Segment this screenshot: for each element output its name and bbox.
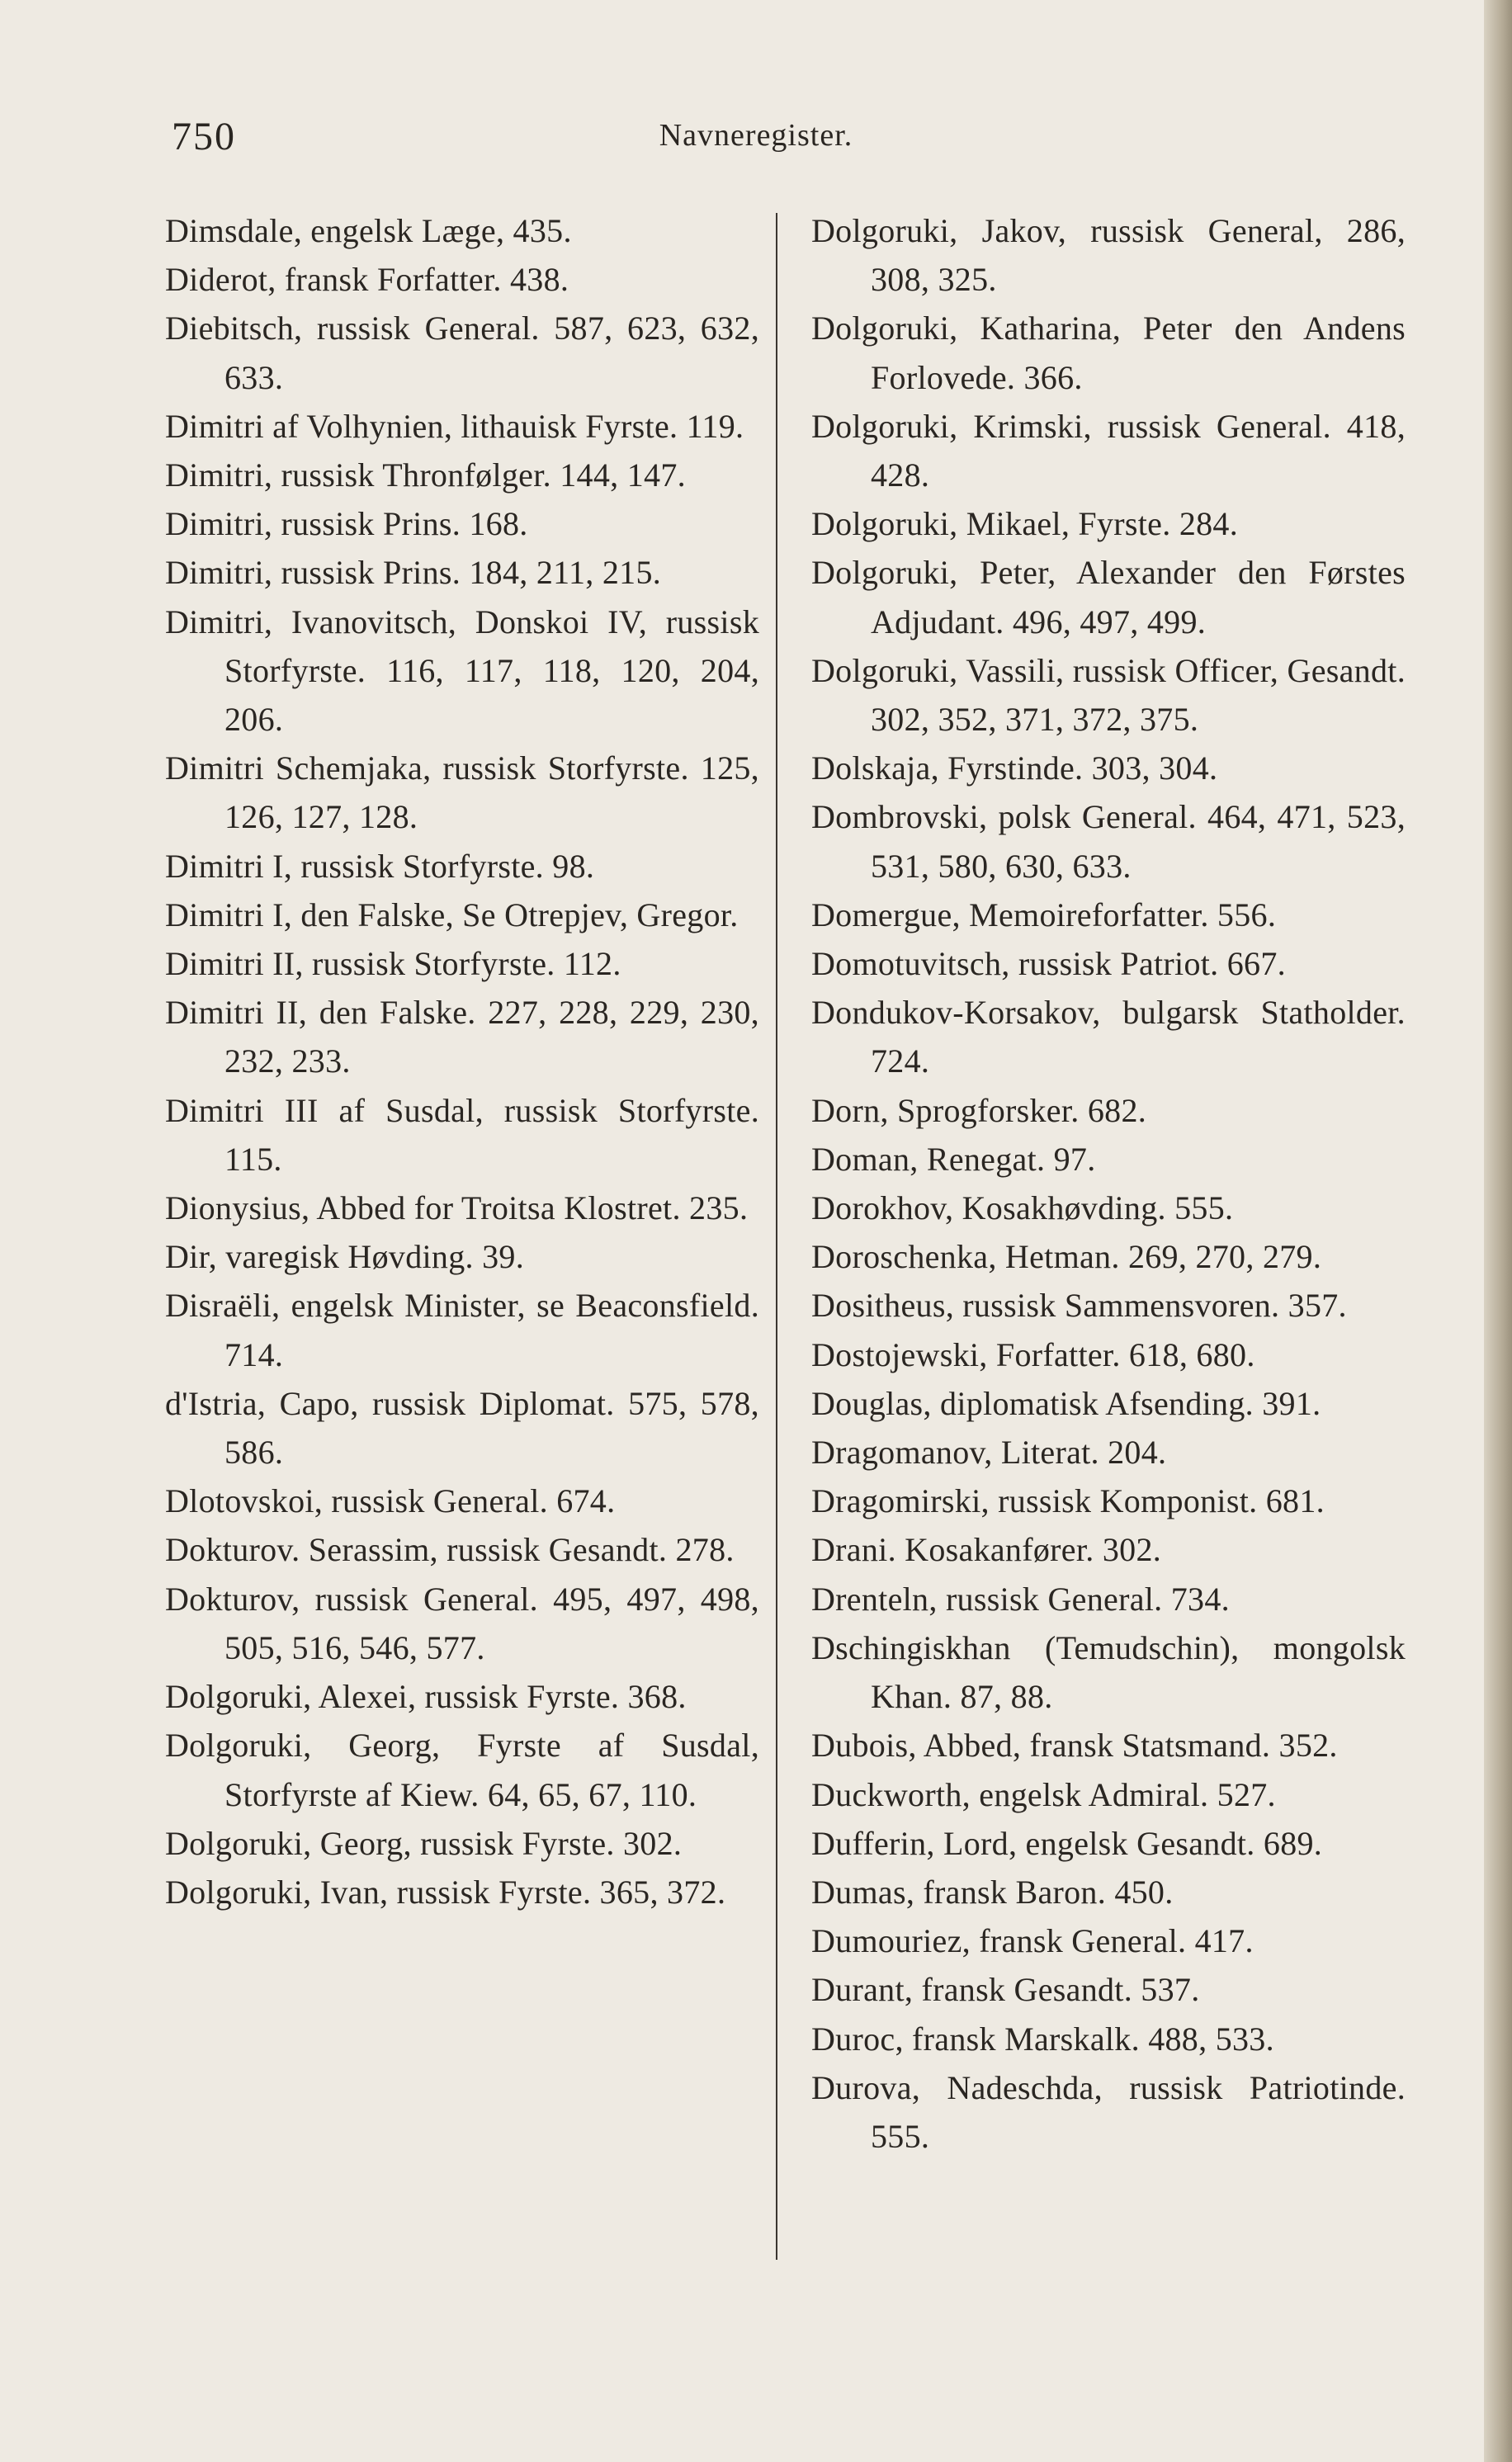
column-divider <box>776 213 777 2260</box>
index-entry: Dolgoruki, Katharina, Peter den Andens Forlovede. 366. <box>811 310 1406 396</box>
index-entry: Dorn, Sprogforsker. 682. <box>811 1091 1147 1129</box>
left-column <box>165 206 759 1916</box>
index-entry: Dimsdale, engelsk Læge, 435. <box>165 212 572 249</box>
index-entry: Dostojewski, Forfatter. 618, 680. <box>811 1335 1255 1373</box>
index-entry: Durova, Nadeschda, russisk Patriotinde. 555. <box>811 2068 1406 2155</box>
index-entry: Doman, Renegat. 97. <box>811 1140 1096 1178</box>
index-entry: Dolskaja, Fyrstinde. 303, 304. <box>811 749 1218 787</box>
index-entry: Dolgoruki, Georg, Fyrste af Susdal, Storfyrste af Kiew. 64, 65, 67, 110. <box>165 1727 759 1813</box>
index-entry: Dimitri I, den Falske, Se Otrepjev, Gregor. <box>165 895 739 933</box>
index-entry: Dolgoruki, Ivan, russisk Fyrste. 365, 372. <box>165 1873 726 1911</box>
index-entry: Dumouriez, fransk General. 417. <box>811 1922 1254 1960</box>
index-entry: Durant, fransk Gesandt. 537. <box>811 1971 1200 2009</box>
index-entry: Dimitri Schemjaka, russisk Storfyrste. 125, 126, 127, 128. <box>165 749 759 836</box>
index-entry: Dragomanov, Literat. 204. <box>811 1434 1167 1472</box>
index-entry: Dir, varegisk Høvding. 39. <box>165 1238 525 1276</box>
index-entry: Dimitri, Ivanovitsch, Donskoi IV, russisk Storfyrste. 116, 117, 118, 120, 204, 206. <box>165 603 759 739</box>
index-entry: Dimitri II, russisk Storfyrste. 112. <box>165 945 621 983</box>
index-entry: Dimitri, russisk Thronfølger. 144, 147. <box>165 456 686 494</box>
index-entry: Domergue, Memoireforfatter. 556. <box>811 895 1277 933</box>
page-number: 750 <box>172 115 236 158</box>
right-column <box>811 206 1406 2161</box>
page-edge-shadow <box>1484 0 1512 2462</box>
index-entry: Dubois, Abbed, fransk Statsmand. 352. <box>811 1727 1338 1765</box>
index-entry: Dragomirski, russisk Komponist. 681. <box>811 1482 1325 1520</box>
index-entry: Dimitri, russisk Prins. 168. <box>165 505 528 543</box>
index-entry: Dimitri af Volhynien, lithauisk Fyrste. 119. <box>165 407 744 445</box>
index-entry: Dlotovskoi, russisk General. 674. <box>165 1482 616 1520</box>
index-entry: Dolgoruki, Krimski, russisk General. 418, 428. <box>811 407 1406 494</box>
index-entry: Dolgoruki, Alexei, russisk Fyrste. 368. <box>165 1678 687 1716</box>
index-entry: Dokturov, russisk General. 495, 497, 498, 505, 516, 546, 577. <box>165 1580 759 1666</box>
running-head: Navneregister. <box>659 118 853 153</box>
index-entry: Dondukov-Korsakov, bulgarsk Statholder. 724. <box>811 994 1406 1080</box>
index-entry: Dolgoruki, Jakov, russisk General, 286, 308, 325. <box>811 212 1406 299</box>
index-entry: Drani. Kosakanfører. 302. <box>811 1531 1162 1569</box>
index-entry: Duckworth, engelsk Admiral. 527. <box>811 1775 1276 1813</box>
index-entry: Dumas, fransk Baron. 450. <box>811 1873 1174 1911</box>
index-entry: Dionysius, Abbed for Troitsa Klostret. 235. <box>165 1189 749 1227</box>
index-entry: Dolgoruki, Georg, russisk Fyrste. 302. <box>165 1824 683 1862</box>
index-entry: Dolgoruki, Vassili, russisk Officer, Gesandt. 302, 352, 371, 372, 375. <box>811 651 1406 739</box>
index-entry: Dimitri II, den Falske. 227, 228, 229, 230, 232, 233. <box>165 994 759 1080</box>
index-entry: Douglas, diplomatisk Afsending. 391. <box>811 1384 1321 1422</box>
index-entry: Diderot, fransk Forfatter. 438. <box>165 261 569 299</box>
index-entry: Dimitri III af Susdal, russisk Storfyrste. 115. <box>165 1091 759 1178</box>
index-entry: Dorokhov, Kosakhøvding. 555. <box>811 1189 1234 1227</box>
index-entry: Disraëli, engelsk Minister, se Beaconsfield. 714. <box>165 1287 759 1373</box>
index-entry: Dufferin, Lord, engelsk Gesandt. 689. <box>811 1824 1323 1862</box>
index-entry: Dositheus, russisk Sammensvoren. 357. <box>811 1287 1347 1325</box>
index-entry: Dolgoruki, Peter, Alexander den Førstes Adjudant. 496, 497, 499. <box>811 554 1406 640</box>
index-entry: Drenteln, russisk General. 734. <box>811 1580 1230 1618</box>
index-entry: Duroc, fransk Marskalk. 488, 533. <box>811 2020 1274 2058</box>
index-entry: Domotuvitsch, russisk Patriot. 667. <box>811 945 1286 983</box>
index-entry: Dombrovski, polsk General. 464, 471, 523, 531, 580, 630, 633. <box>811 798 1406 885</box>
index-entry: Dimitri, russisk Prins. 184, 211, 215. <box>165 554 662 592</box>
index-entry: Dschingiskhan (Temudschin), mongolsk Khan. 87, 88. <box>811 1628 1406 1716</box>
index-entry: Diebitsch, russisk General. 587, 623, 632, 633. <box>165 310 759 396</box>
index-entry: Dokturov. Serassim, russisk Gesandt. 278. <box>165 1531 735 1569</box>
index-entry: d'Istria, Capo, russisk Diplomat. 575, 578, 586. <box>165 1384 759 1472</box>
index-entry: Dolgoruki, Mikael, Fyrste. 284. <box>811 505 1239 543</box>
index-entry: Dimitri I, russisk Storfyrste. 98. <box>165 847 595 885</box>
index-entry: Doroschenka, Hetman. 269, 270, 279. <box>811 1238 1322 1276</box>
